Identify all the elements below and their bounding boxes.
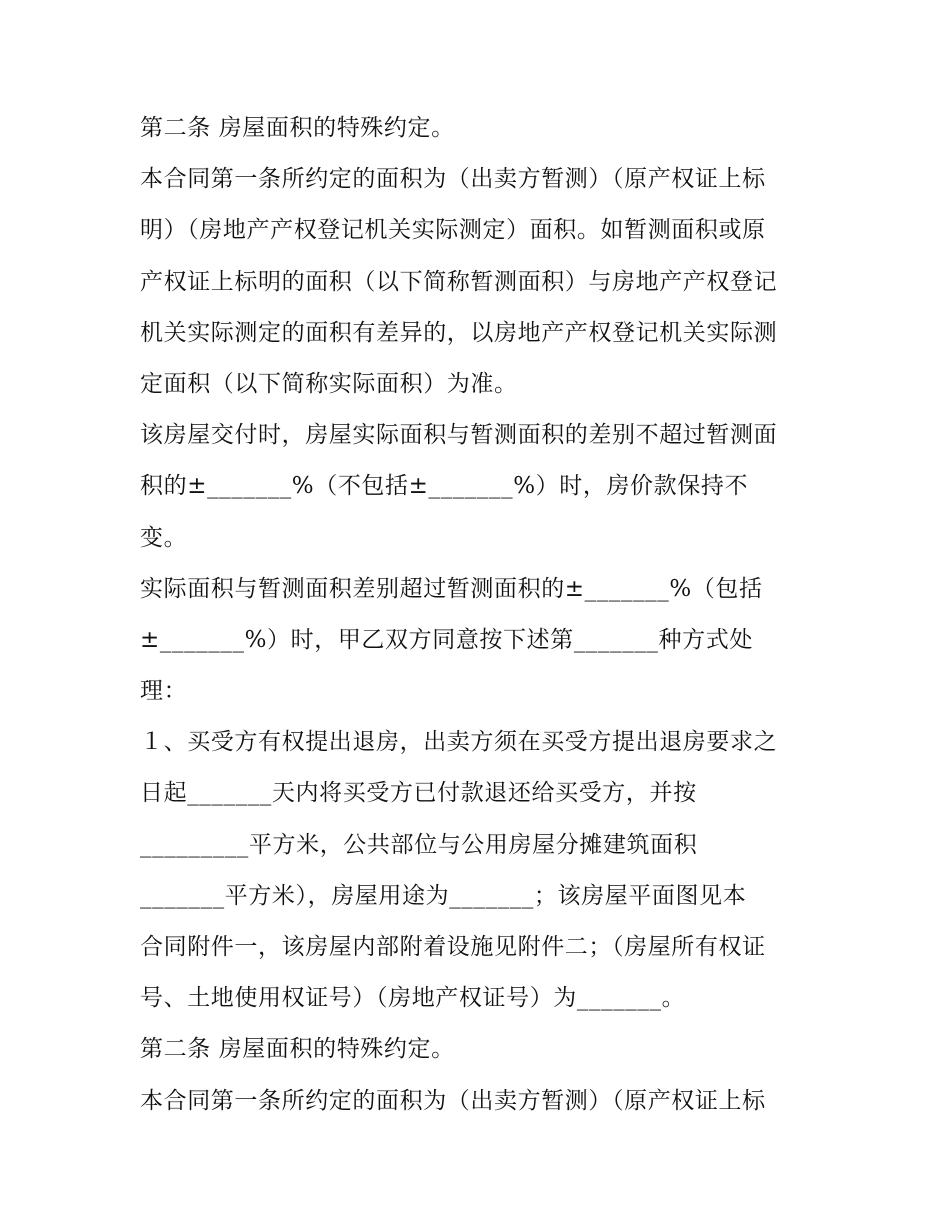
text-line-9: 变。 [140,524,188,551]
text-line-5: 机关实际测定的面积有差异的，以房地产产权登记机关实际测 [140,319,778,346]
contract-text [140,103,820,1127]
text-line-11: ±_______%）时，甲乙双方同意按下述第_______种方式处 [140,626,753,653]
text-line-12: 理： [140,678,188,705]
text-line-3: 明）（房地产产权登记机关实际测定）面积。如暂测面积或原 [140,217,766,244]
text-line-4: 产权证上标明的面积（以下简称暂测面积）与房地产产权登记 [140,268,778,295]
text-line-17: 合同附件一，该房屋内部附着设施见附件二；（房屋所有权证 [140,934,766,960]
text-line-6: 定面积（以下简称实际面积）为准。 [140,370,518,397]
text-line-2: 本合同第一条所约定的面积为（出卖方暂测）（原产权证上标 [140,166,766,193]
text-line-8: 积的±_______%（不包括±_______%）时，房价款保持不 [140,473,749,500]
text-line-16: _______平方米），房屋用途为_______；该房屋平面图见本 [140,882,747,909]
text-line-14: 日起_______天内将买受方已付款退还给买受方，并按 [140,780,697,807]
text-line-10: 实际面积与暂测面积差别超过暂测面积的±_______%（包括 [140,575,763,602]
text-line-20: 本合同第一条所约定的面积为（出卖方暂测）（原产权证上标 [140,1087,766,1114]
text-line-15: _________平方米，公共部位与公用房屋分摊建筑面积 [140,831,698,858]
text-line-13: １、买受方有权提出退房，出卖方须在买受方提出退房要求之 [140,729,778,756]
text-line-19: 第二条 房屋面积的特殊约定。 [140,1036,455,1063]
text-line-7: 该房屋交付时，房屋实际面积与暂测面积的差别不超过暂测面 [140,422,778,449]
text-line-1: 第二条 房屋面积的特殊约定。 [140,115,455,141]
text-line-18: 号、土地使用权证号）（房地产权证号）为_______。 [140,985,686,1012]
